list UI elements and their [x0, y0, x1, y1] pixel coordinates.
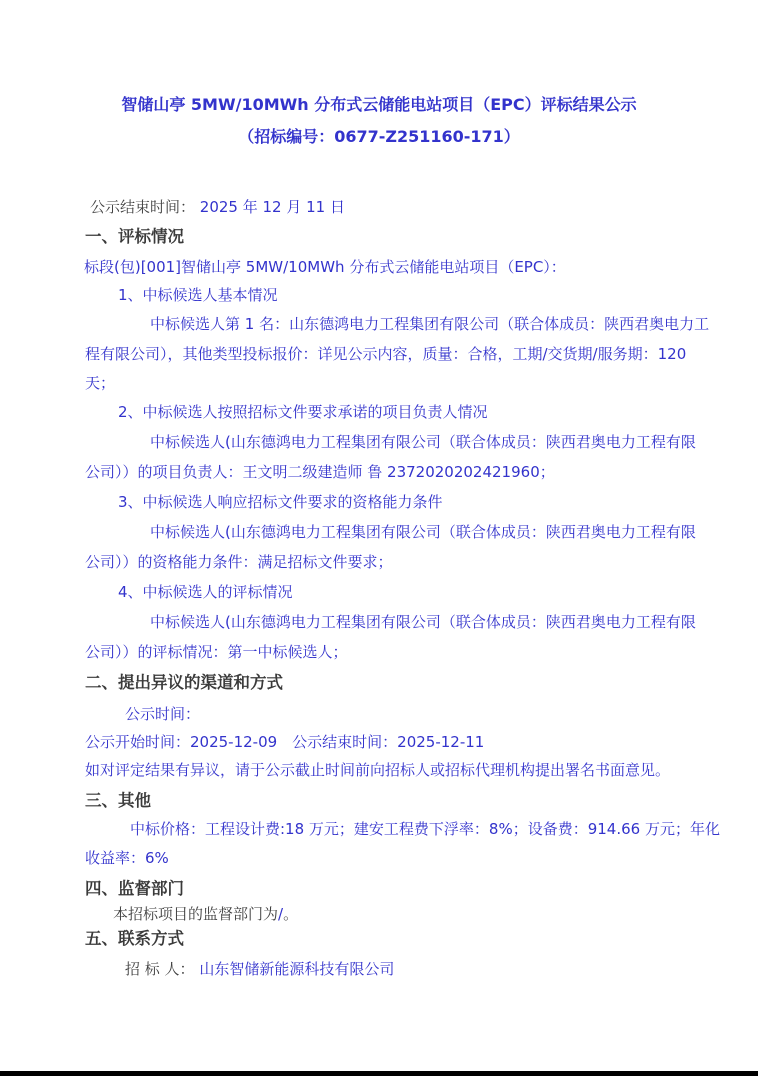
item4-title: 4、中标候选人的评标情况: [118, 583, 293, 601]
item3-title: 3、中标候选人响应招标文件要求的资格能力条件: [118, 493, 443, 511]
item4-line2: 公司））的评标情况：第一中标候选人；: [85, 643, 348, 661]
item3-line2: 公司））的资格能力条件：满足招标文件要求；: [85, 553, 393, 571]
publicity-end-label: 公示结束时间：: [90, 198, 196, 216]
bottom-border-bar: [0, 1071, 758, 1076]
section5-heading: 五、联系方式: [85, 929, 184, 948]
section4-heading: 四、监督部门: [85, 879, 184, 898]
item3-line1: 中标候选人(山东德鸿电力工程集团有限公司（联合体成员：陕西君奥电力工程有限: [150, 523, 696, 541]
publicity-start-end-line: 公示开始时间：2025-12-09 公示结束时间：2025-12-11: [85, 733, 485, 751]
lot-line: 标段(包)[001]智储山亭 5MW/10MWh 分布式云储能电站项目（EPC）：: [84, 258, 566, 276]
item2-title: 2、中标候选人按照招标文件要求承诺的项目负责人情况: [118, 403, 488, 421]
supervision-prefix: 本招标项目的监督部门为: [113, 905, 279, 923]
section1-heading: 一、评标情况: [85, 227, 184, 246]
award-price-line2: 收益率：6%: [85, 849, 169, 867]
publicity-end-line: [90, 197, 345, 217]
supervision-value: /: [278, 905, 284, 923]
award-price-line1: 中标价格：工程设计费:18 万元；建安工程费下浮率：8%；设备费：914.66 万元；年化: [130, 820, 720, 838]
objection-instructions: 如对评定结果有异议，请于公示截止时间前向招标人或招标代理机构提出署名书面意见。: [85, 761, 671, 779]
item2-line1: 中标候选人(山东德鸿电力工程集团有限公司（联合体成员：陕西君奥电力工程有限: [150, 433, 696, 451]
section2-heading: 二、提出异议的渠道和方式: [85, 673, 283, 692]
item1-line1: 中标候选人第 1 名：山东德鸿电力工程集团有限公司（联合体成员：陕西君奥电力工: [150, 315, 710, 333]
item1-title: 1、中标候选人基本情况: [118, 286, 278, 304]
tenderer-line: [125, 959, 394, 979]
publicity-time-label: 公示时间：: [125, 705, 201, 723]
item2-line2: 公司））的项目负责人：王文明二级建造师 鲁 2372020202421960；: [85, 463, 555, 481]
tenderer-label: 招 标 人：: [125, 960, 195, 978]
item1-line3: 天；: [85, 374, 116, 392]
item1-line2: 程有限公司），其他类型投标报价：详见公示内容，质量：合格，工期/交货期/服务期：120: [85, 345, 687, 363]
tenderer-value: 山东智储新能源科技有限公司: [199, 960, 395, 978]
document-title: 智储山亭 5MW/10MWh 分布式云储能电站项目（EPC）评标结果公示: [121, 95, 637, 114]
publicity-end-value: 2025 年 12 月 11 日: [199, 198, 345, 216]
supervision-line: [113, 904, 298, 924]
section3-heading: 三、其他: [85, 791, 151, 810]
item4-line1: 中标候选人(山东德鸿电力工程集团有限公司（联合体成员：陕西君奥电力工程有限: [150, 613, 696, 631]
tender-number: （招标编号：0677-Z251160-171）: [238, 127, 520, 146]
supervision-suffix: 。: [283, 905, 299, 923]
